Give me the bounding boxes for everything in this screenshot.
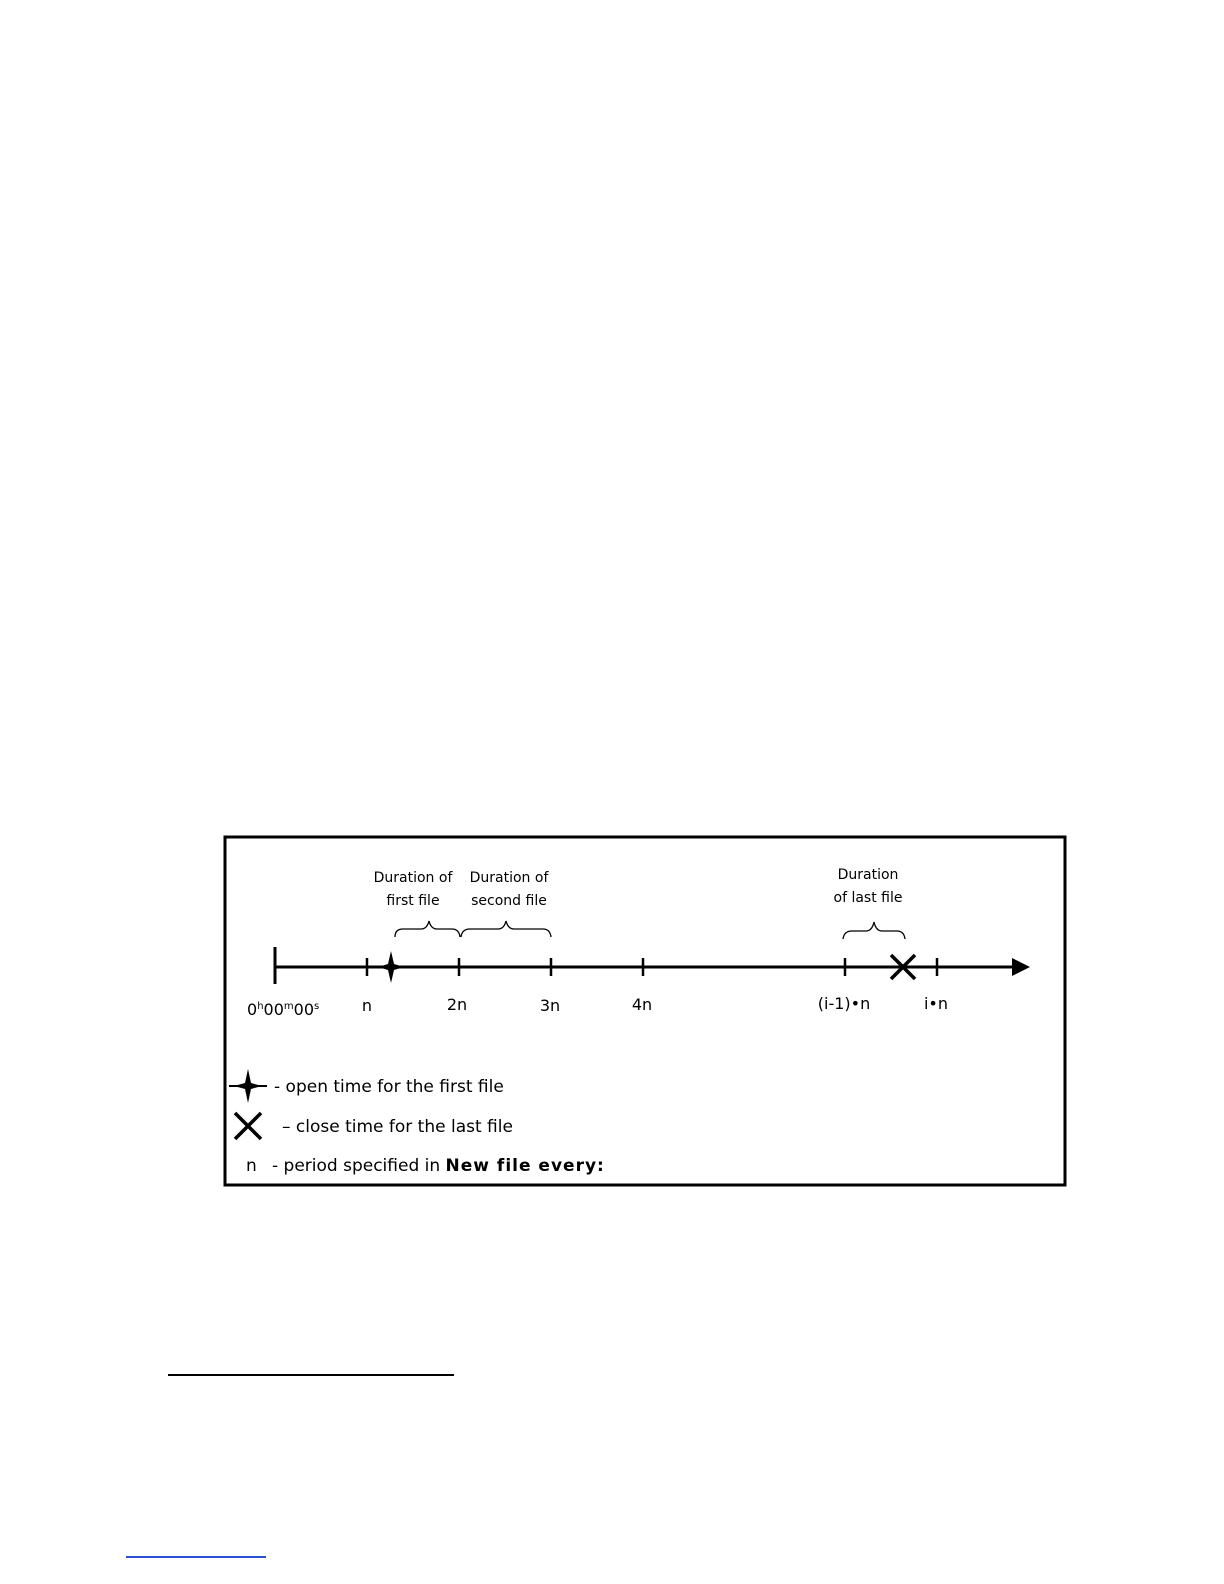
brace-second-file <box>461 921 551 937</box>
legend-close-icon <box>235 1113 261 1139</box>
duration-first-line2: first file <box>386 893 440 909</box>
duration-last-line1: Duration <box>837 867 899 883</box>
duration-first-line1: Duration of <box>373 870 453 886</box>
legend-open-icon <box>229 1069 267 1103</box>
tick-label-4n: 4n <box>631 995 653 1014</box>
tick-label-2n: 2n <box>446 995 468 1014</box>
origin-hours-value: 0 <box>247 1000 258 1019</box>
four-point-star-icon <box>374 951 408 983</box>
origin-seconds-unit: s <box>314 1001 320 1012</box>
tick-label-3n: 3n <box>539 996 561 1015</box>
footnote-separator <box>168 1374 454 1376</box>
arrowhead-icon <box>1012 958 1030 976</box>
legend-n-symbol: n <box>246 1156 257 1176</box>
duration-second-line1: Duration of <box>469 870 549 886</box>
legend-n-bold: New file every: <box>445 1156 605 1176</box>
axis-origin-label <box>247 1000 319 1019</box>
duration-second-line2: second file <box>471 893 547 909</box>
legend-n-text <box>272 1156 605 1176</box>
link-underline <box>126 1556 266 1558</box>
origin-seconds-value: 00 <box>293 1000 314 1019</box>
origin-hours-unit: h <box>257 1001 264 1012</box>
origin-minutes-unit: m <box>283 1001 294 1012</box>
brace-last-file <box>843 922 905 939</box>
brace-first-file <box>395 921 460 937</box>
legend-n-plain: - period specified in <box>272 1156 446 1176</box>
tick-label-i-minus-1-n: (i-1)•n <box>817 994 871 1013</box>
origin-minutes-value: 00 <box>263 1000 284 1019</box>
legend-open-text: - open time for the first file <box>274 1077 504 1097</box>
duration-last-line2: of last file <box>833 890 903 906</box>
tick-label-n: n <box>361 996 373 1015</box>
legend-close-text: – close time for the last file <box>282 1117 513 1137</box>
tick-label-i-n: i•n <box>923 994 949 1013</box>
